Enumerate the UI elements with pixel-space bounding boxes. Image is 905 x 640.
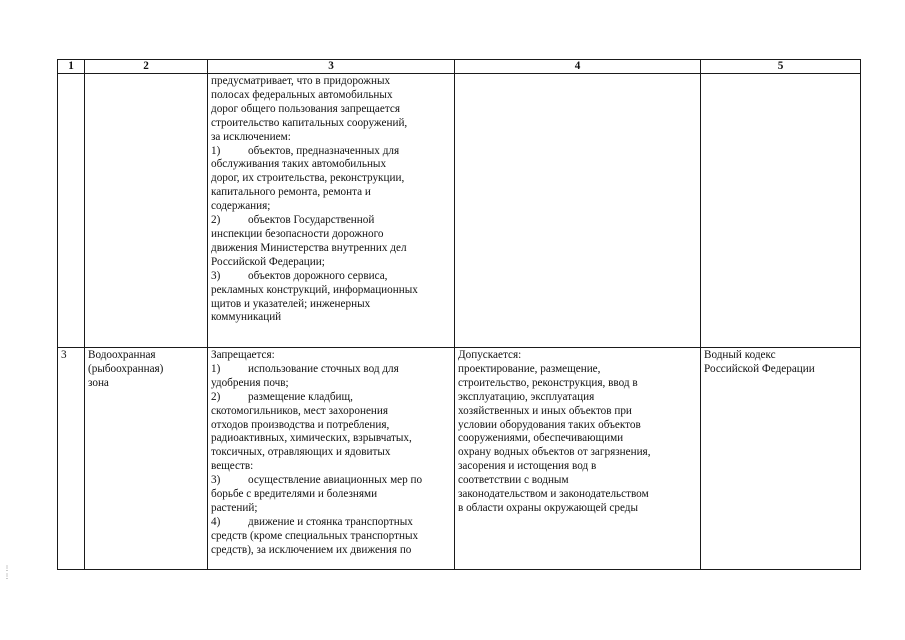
item-text: осуществление авиационных мер по (248, 474, 423, 487)
cell-restrictions (208, 348, 455, 570)
text-line: отходов производства и потребления, (211, 418, 390, 431)
numbered-item (211, 391, 451, 405)
text-line: Российской Федерации; (211, 255, 325, 268)
text-line: коммуникаций (211, 311, 282, 324)
text-line: (рыбоохранная) (88, 362, 164, 375)
text-line: дорог общего пользования запрещается (211, 102, 400, 115)
text-line: средств (кроме специальных транспортных (211, 529, 419, 542)
text-line: в области охраны окружающей среды (458, 501, 638, 514)
text-line: щитов и указателей; инженерных (211, 297, 371, 310)
cell-zone-name (85, 74, 208, 348)
item-number: 3) (211, 474, 221, 487)
text-line: Допускается: (458, 349, 522, 361)
item-number: 2) (211, 214, 221, 227)
text-line: движения Министерства внутренних дел (211, 241, 407, 254)
numbered-item (211, 214, 451, 228)
item-number: 4) (211, 515, 221, 528)
cell-restrictions (208, 74, 455, 348)
header-row (58, 60, 861, 74)
text-line: полосах федеральных автомобильных (211, 88, 393, 101)
cell-zone-name (85, 348, 208, 570)
text-line: капитального ремонта, ремонта и (211, 186, 371, 199)
column-header-4: 4 (455, 60, 701, 74)
text-line: за исключением: (211, 130, 291, 143)
text-line: строительство капитальных сооружений, (211, 116, 408, 129)
numbered-item (211, 145, 451, 159)
text-line: строительство, реконструкция, ввод в (458, 376, 638, 389)
text-line: средств), за исключением их движения по (211, 543, 412, 556)
text-line: засорения и истощения вод в (458, 460, 597, 473)
column-header-3: 3 (208, 60, 455, 74)
text-line: растений; (211, 501, 258, 514)
text-line: зона (88, 376, 109, 389)
cell-permissions (455, 348, 701, 570)
column-header-1: 1 (58, 60, 85, 74)
cell-legal-basis (701, 74, 861, 348)
item-text: объектов дорожного сервиса, (248, 269, 388, 282)
text-line: содержания; (211, 200, 271, 213)
text-line: условии оборудования таких объектов (458, 418, 641, 431)
cell-number: 3 (58, 348, 85, 570)
item-text: размещение кладбищ, (248, 390, 353, 403)
text-line: веществ: (211, 460, 254, 473)
numbered-item (211, 270, 451, 284)
text-line: Водный кодекс (704, 349, 776, 361)
text-line: обслуживания таких автомобильных (211, 158, 387, 171)
text-line: Водоохранная (88, 349, 156, 361)
text-line: удобрения почв; (211, 376, 289, 389)
column-header-5: 5 (701, 60, 861, 74)
text-line: предусматривает, что в придорожных (211, 75, 391, 87)
text-line: охрану водных объектов от загрязнения, (458, 446, 651, 459)
item-number: 1) (211, 362, 221, 375)
numbered-item (211, 474, 451, 488)
text-line: токсичных, отравляющих и ядовитых (211, 446, 391, 459)
numbered-item (211, 516, 451, 530)
regulation-table (57, 59, 861, 570)
text-line: хозяйственных и иных объектов при (458, 404, 632, 417)
text-line: дорог, их строительства, реконструкции, (211, 172, 405, 185)
item-text: использование сточных вод для (248, 362, 399, 375)
item-text: объектов, предназначенных для (248, 144, 400, 157)
item-number: 2) (211, 390, 221, 403)
text-line: Российской Федерации (704, 362, 815, 375)
text-line: инспекции безопасности дорожного (211, 227, 384, 240)
text-line: законодательством и законодательством (458, 488, 649, 501)
margin-mark: ⋮ (4, 573, 10, 580)
text-line: соответствии с водным (458, 474, 569, 487)
text-line: Запрещается: (211, 349, 275, 361)
text-line: эксплуатацию, эксплуатация (458, 390, 595, 403)
numbered-item (211, 363, 451, 377)
column-header-2: 2 (85, 60, 208, 74)
text-line: радиоактивных, химических, взрывчатых, (211, 432, 412, 445)
margin-mark: ⋮ (4, 565, 10, 572)
text-line: рекламных конструкций, информационных (211, 283, 418, 296)
table-row-continuation (58, 74, 861, 348)
text-line: борьбе с вредителями и болезнями (211, 488, 378, 501)
item-number: 1) (211, 144, 221, 157)
item-text: движение и стоянка транспортных (248, 515, 413, 528)
text-line: скотомогильников, мест захоронения (211, 404, 389, 417)
item-number: 3) (211, 269, 221, 282)
text-line: проектирование, размещение, (458, 362, 601, 375)
text-line: сооружениями, обеспечивающими (458, 432, 624, 445)
cell-legal-basis (701, 348, 861, 570)
item-text: объектов Государственной (248, 214, 375, 227)
table-row-water-protection-zone (58, 348, 861, 570)
cell-number (58, 74, 85, 348)
cell-permissions (455, 74, 701, 348)
